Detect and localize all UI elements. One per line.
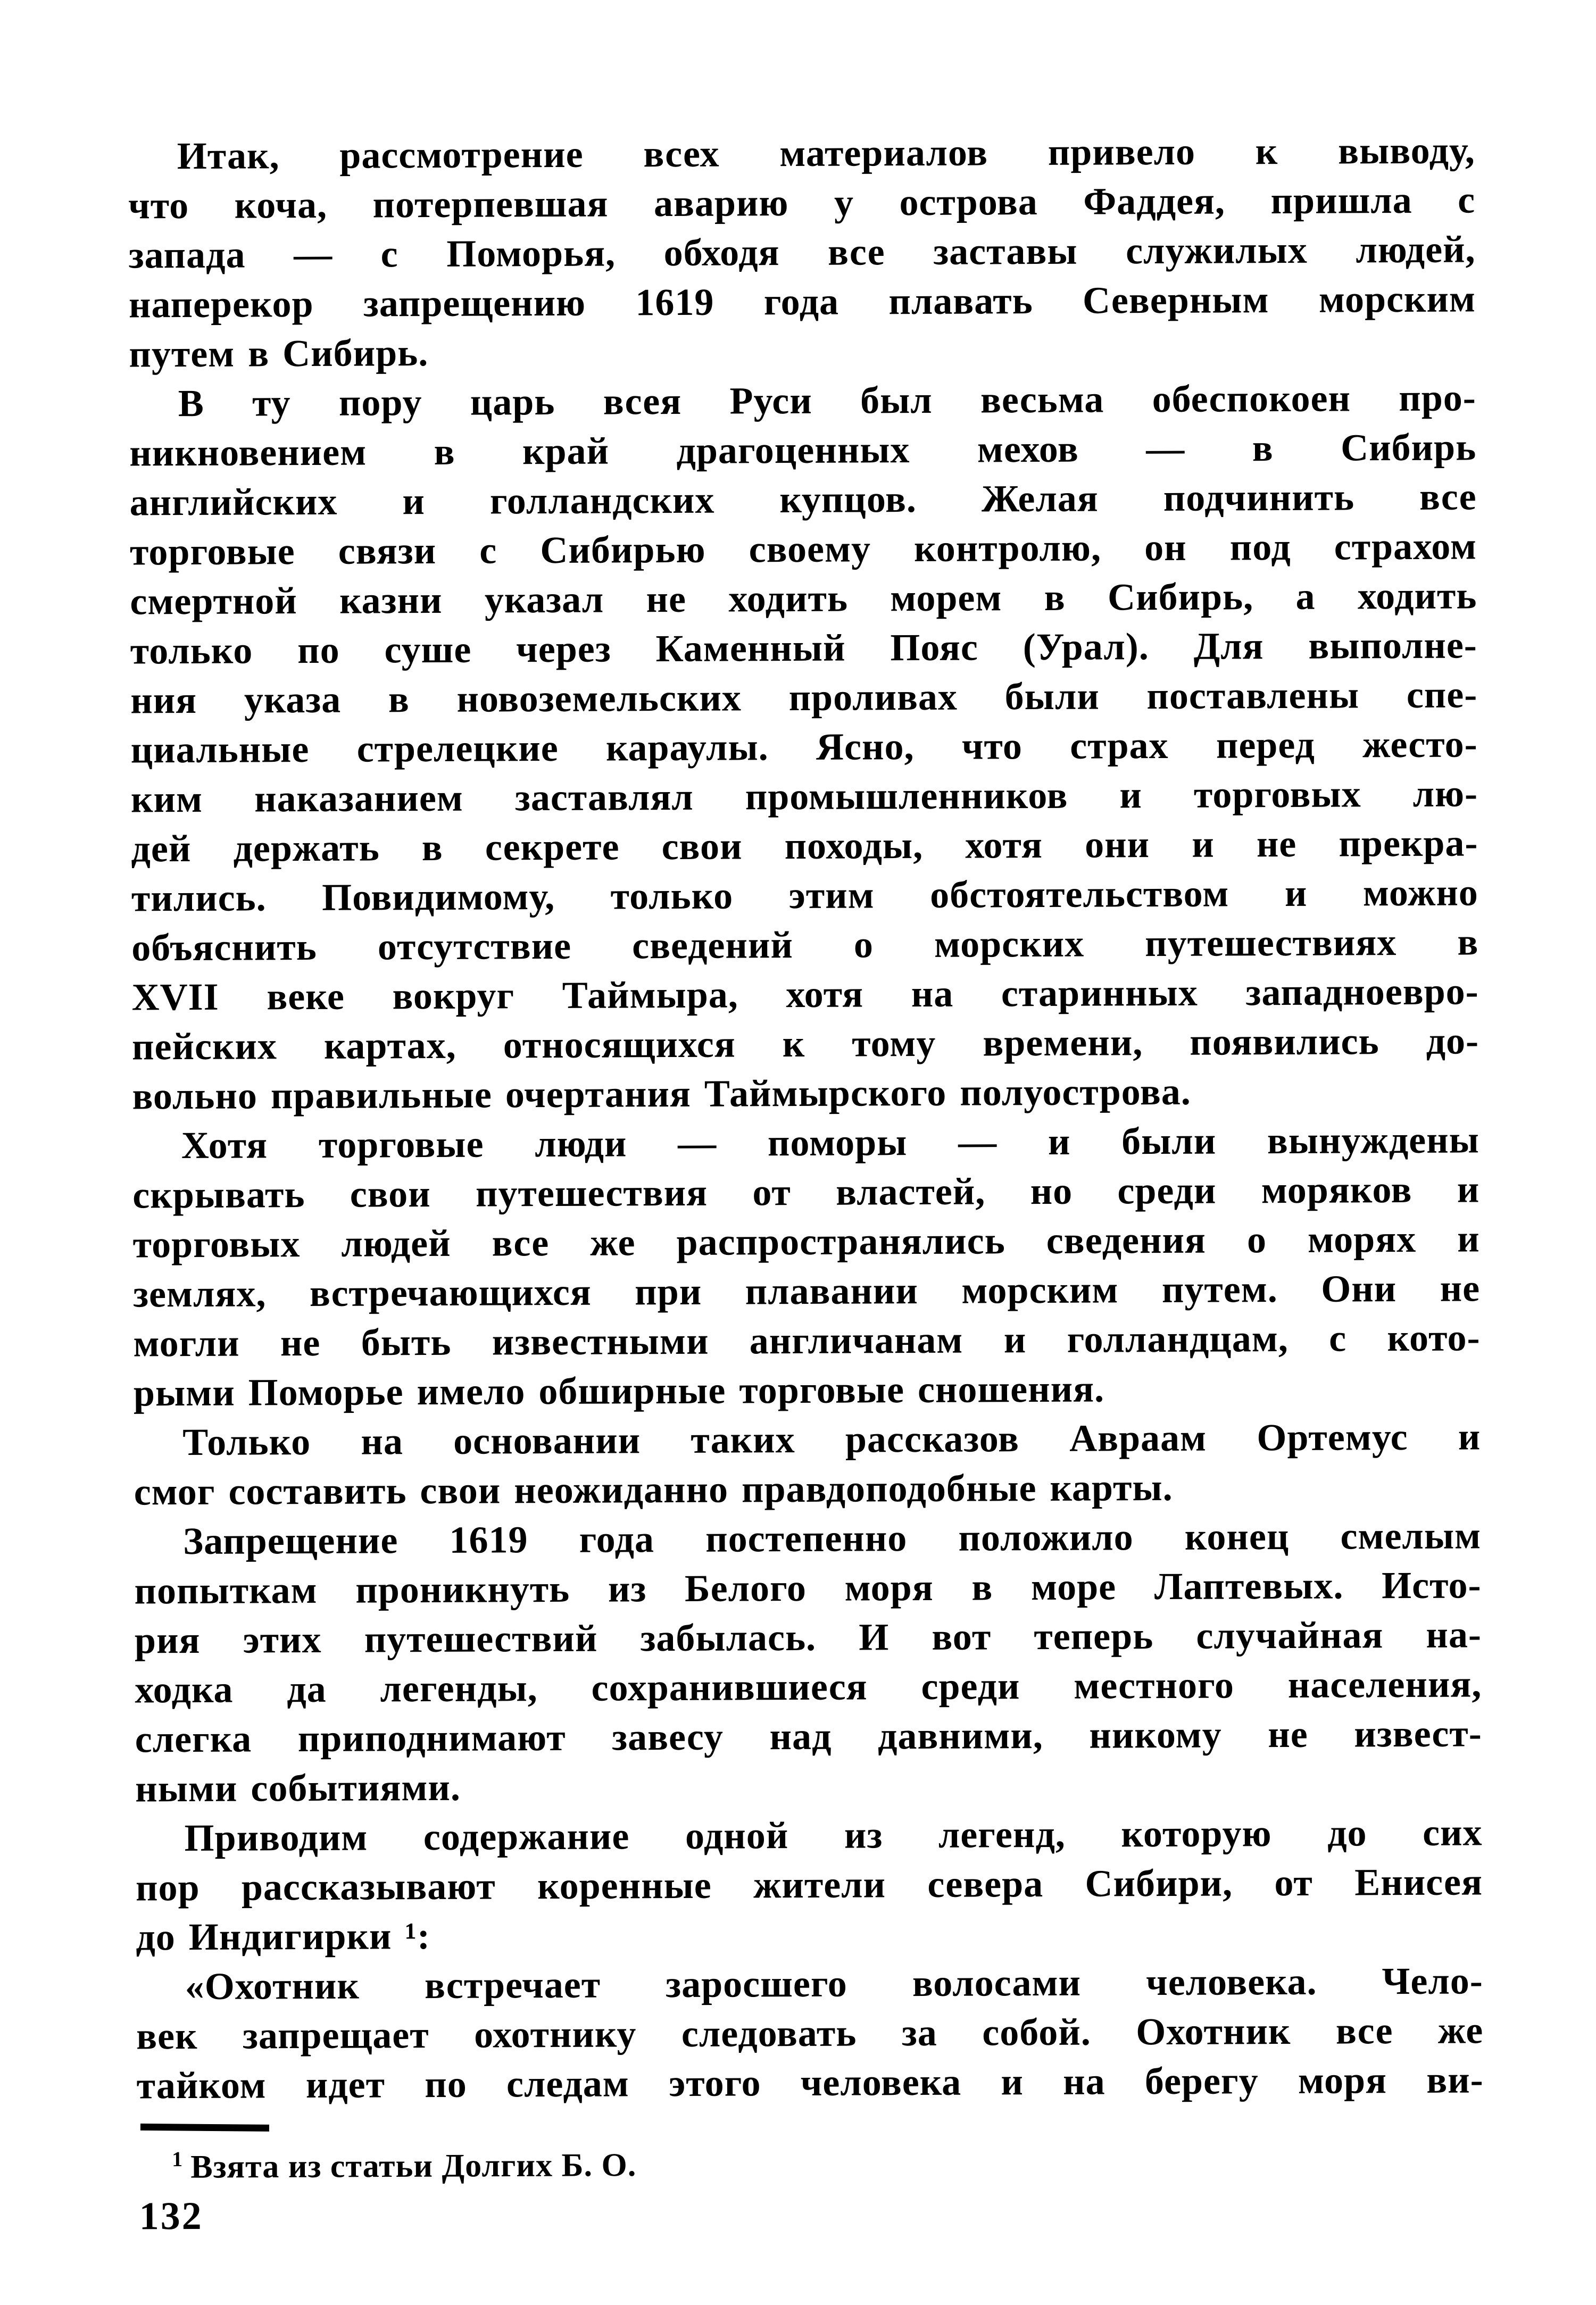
footnote xyxy=(137,2129,1484,2192)
text-line: рыми Поморье имело обширные торговые сношения. xyxy=(133,1367,1105,1414)
text-line: наперекор запрещению 1619 года плавать Северным морским xyxy=(128,277,1476,326)
text-line: циальные стрелецкие караулы. Ясно, что страх перед жесто- xyxy=(130,722,1478,771)
text-line: рия этих путешествий забылась. И вот теперь случайная на- xyxy=(134,1613,1482,1662)
text-line: Только на основании таких рассказов Авраам Ортемус и xyxy=(182,1415,1481,1464)
text-line: слегка приподнимают завесу над давними, никому не извест- xyxy=(135,1712,1482,1761)
text-line: Приводим содержание одной из легенд, которую до сих xyxy=(184,1811,1483,1860)
footnote-text: Взята из статьи Долгих Б. О. xyxy=(190,2147,637,2185)
text-line: вольно правильные очертания Таймырского полуострова. xyxy=(132,1070,1191,1118)
text-line: никновением в край драгоценных мехов — в Сибирь xyxy=(129,426,1477,475)
text-line: дей держать в секрете свои походы, хотя они и не прекра- xyxy=(131,821,1478,870)
text-line: английских и голландских купцов. Желая подчинить все xyxy=(129,475,1477,524)
text-line: запада — с Поморья, обходя все заставы служилых людей, xyxy=(128,228,1476,277)
text-line: торговые связи с Сибирью своему контролю, он под страхом xyxy=(129,525,1477,573)
text-line: XVII веке вокруг Таймыра, хотя на старинных западноевро- xyxy=(131,970,1479,1019)
text-line: торговых людей все же распространялись сведения о морях и xyxy=(132,1217,1480,1266)
text-line: тились. Повидимому, только этим обстоятельством и можно xyxy=(131,871,1479,920)
text-line: объяснить отсутствие сведений о морских путешествиях в xyxy=(131,920,1479,969)
text-line: смертной казни указал не ходить морем в Сибирь, а ходить xyxy=(130,574,1477,623)
text-line: В ту пору царь всея Руси был весьма обеспокоен про- xyxy=(178,376,1476,425)
text-line: пор рассказывают коренные жители севера Сибири, от Енисея xyxy=(135,1860,1483,1909)
text-line: землях, встречающихся при плавании морским путем. Они не xyxy=(132,1267,1481,1316)
text-line: ходка да легенды, сохранившиеся среди местного населения, xyxy=(135,1662,1482,1711)
footnote-marker: 1 xyxy=(172,2147,184,2171)
text-line: попыткам проникнуть из Белого моря в море Лаптевых. Исто- xyxy=(134,1563,1482,1612)
page-number: 132 xyxy=(139,2194,203,2239)
text-line: ными событиями. xyxy=(135,1766,461,1810)
text-line: что коча, потерпевшая аварию у острова Фаддея, пришла с xyxy=(128,178,1476,227)
text-line: могли не быть известными англичанам и голландцам, с кото- xyxy=(133,1316,1481,1365)
text-line: пейских картах, относящихся к тому времени, появились до- xyxy=(131,1019,1479,1068)
text-line: «Охотник встречает заросшего волосами человека. Чело- xyxy=(185,1959,1483,2008)
text-line: Итак, рассмотрение всех материалов привело к выводу, xyxy=(177,129,1475,178)
text-line: смог составить свои неожиданно правдоподобные карты. xyxy=(134,1466,1173,1513)
text-line: только по суше через Каменный Пояс (Урал). Для выполне- xyxy=(130,623,1477,672)
text-line: век запрещает охотнику следовать за собой. Охотник все же xyxy=(136,2009,1484,2058)
text-line: до Индигирки ¹: xyxy=(136,1915,431,1959)
text-block xyxy=(128,126,1484,2110)
text-line: скрывать свои путешествия от властей, но среди моряков и xyxy=(132,1168,1480,1217)
text-line: путем в Сибирь. xyxy=(129,331,429,376)
footnote-divider xyxy=(140,2124,269,2132)
text-line: ким наказанием заставлял промышленников и торговых лю- xyxy=(130,772,1478,821)
text-line: Запрещение 1619 года постепенно положило конец смелым xyxy=(182,1514,1482,1563)
text-line: Хотя торговые люди — поморы — и были вынуждены xyxy=(181,1118,1480,1167)
text-line: тайком идет по следам этого человека и на берегу моря ви- xyxy=(136,2058,1484,2107)
text-line: ния указа в новоземельских проливах были поставлены спе- xyxy=(130,673,1478,722)
